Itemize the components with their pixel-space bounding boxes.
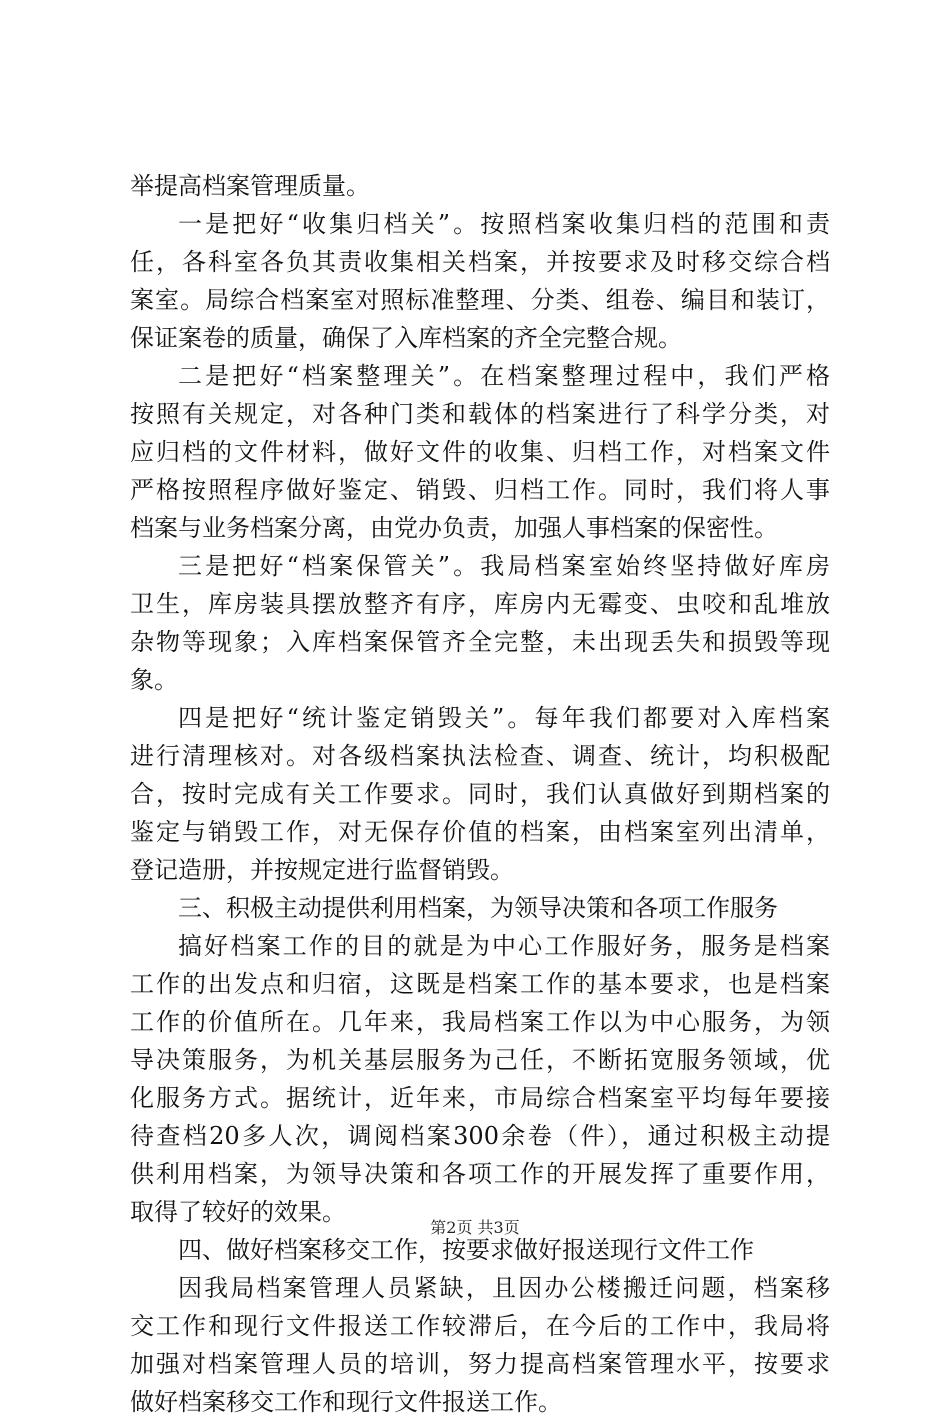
text-line: 四是把好“统计鉴定销毁关”。每年我们都要对入库档案: [178, 704, 830, 732]
text-line: 任，各科室各负其责收集相关档案，并按要求及时移交综合档: [130, 248, 830, 276]
text-line: 搞好档案工作的目的就是为中心工作服好务，服务是档案: [178, 932, 830, 960]
text-line: 三是把好“档案保管关”。我局档案室始终坚持做好库房: [178, 552, 830, 580]
text-line: 交工作和现行文件报送工作较滞后，在今后的工作中，我局将: [130, 1312, 830, 1340]
text-line: 象。: [130, 666, 178, 694]
text-line: 工作的出发点和归宿，这既是档案工作的基本要求，也是档案: [130, 970, 830, 998]
text-line: 杂物等现象；入库档案保管齐全完整，未出现丢失和损毁等现: [130, 628, 830, 656]
text-line: 待查档20多人次，调阅档案300余卷（件），通过积极主动提: [130, 1122, 830, 1150]
text-line: 导决策服务，为机关基层服务为己任，不断拓宽服务领域，优: [130, 1046, 830, 1074]
text-line: 加强对档案管理人员的培训，努力提高档案管理水平，按要求: [130, 1350, 830, 1378]
text-line: 工作的价值所在。几年来，我局档案工作以为中心服务，为领: [130, 1008, 830, 1036]
text-line: 取得了较好的效果。: [130, 1198, 346, 1226]
text-line: 应归档的文件材料，做好文件的收集、归档工作，对档案文件: [130, 438, 830, 466]
text-line: 进行清理核对。对各级档案执法检查、调查、统计，均积极配: [130, 742, 830, 770]
text-line: 二是把好“档案整理关”。在档案整理过程中，我们严格: [178, 362, 830, 390]
text-line: 鉴定与销毁工作，对无保存价值的档案，由档案室列出清单，: [130, 818, 830, 846]
text-line: 化服务方式。据统计，近年来，市局综合档案室平均每年要接: [130, 1084, 830, 1112]
text-line: 保证案卷的质量，确保了入库档案的齐全完整合规。: [130, 324, 682, 352]
text-line: 案室。局综合档案室对照标准整理、分类、组卷、编目和装订，: [130, 286, 830, 314]
text-line: 一是把好“收集归档关”。按照档案收集归档的范围和责: [178, 210, 830, 238]
text-line: 因我局档案管理人员紧缺，且因办公楼搬迁问题，档案移: [178, 1274, 830, 1302]
section-heading: 四、做好档案移交工作，按要求做好报送现行文件工作: [178, 1236, 754, 1264]
text-line: 严格按照程序做好鉴定、销毁、归档工作。同时，我们将人事: [130, 476, 830, 504]
text-line: 举提高档案管理质量。: [130, 172, 370, 200]
section-heading: 三、积极主动提供利用档案，为领导决策和各项工作服务: [178, 894, 778, 922]
text-line: 按照有关规定，对各种门类和载体的档案进行了科学分类，对: [130, 400, 830, 428]
text-line: 合，按时完成有关工作要求。同时，我们认真做好到期档案的: [130, 780, 830, 808]
text-line: 做好档案移交工作和现行文件报送工作。: [130, 1388, 562, 1416]
page-number-footer: 第2页 共3页: [430, 1218, 520, 1237]
text-line: 卫生，库房装具摆放整齐有序，库房内无霉变、虫咬和乱堆放: [130, 590, 830, 618]
text-line: 供利用档案，为领导决策和各项工作的开展发挥了重要作用，: [130, 1160, 830, 1188]
text-line: 档案与业务档案分离，由党办负责，加强人事档案的保密性。: [130, 514, 778, 542]
text-line: 登记造册，并按规定进行监督销毁。: [130, 856, 514, 884]
